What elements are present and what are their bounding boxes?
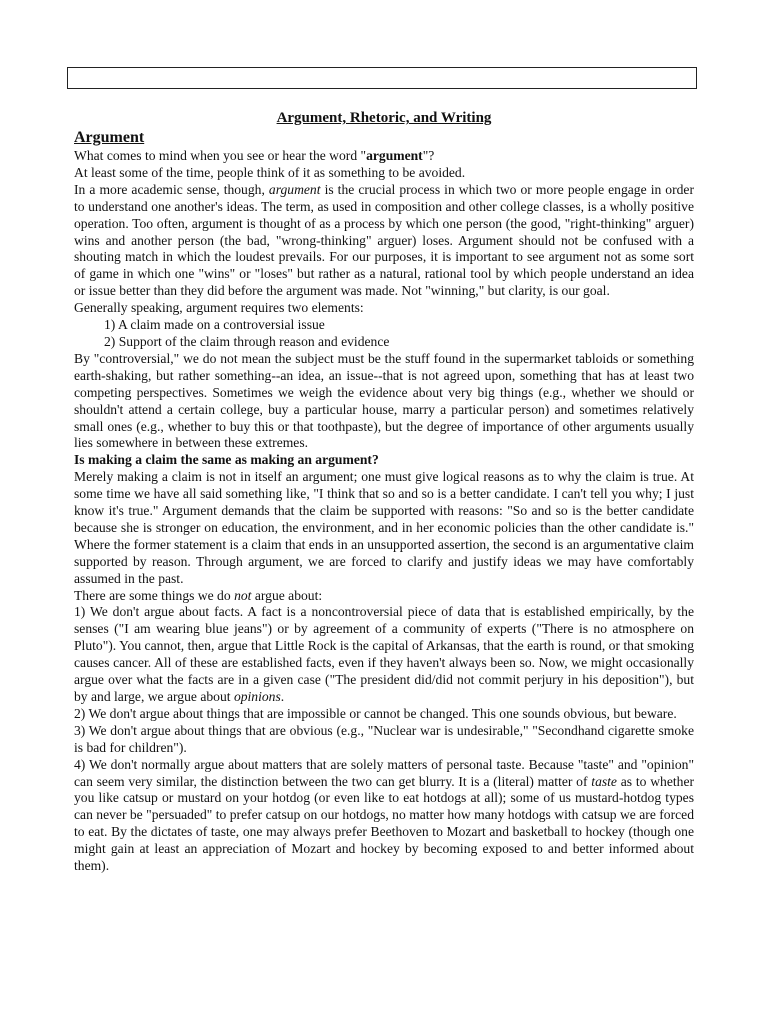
claim-paragraph: Merely making a claim is not in itself an argument; one must give logical reasons as to why the claim is true. At some time we have all said something like, "I think that so and so is a better candidate. I can't tell you why; I just know it's true." Argument demands that the claim be supported with reasons: "So and so is the better candidate because she is stronger on education, the environment, and in her economic policies than the other candidate is." Where the former statement is a claim that ends in an unsupported assertion, the second is an argumentative claim supported by reason. Through argument, we are forced to clarify and justify ideas we may have comfortably assumed in the past. (74, 469, 694, 586)
element-item-1: 1) A claim made on a controversial issue (104, 317, 325, 333)
academic-paragraph: In a more academic sense, though, argument is the crucial process in which two or more people engage in order to understand one another's ideas. The term, as used in composition and other college classes, is a wholly positive operation. Too often, argument is thought of as a process by which one person (the good, "right-thinking" arguer) wins and another person (the bad, "wrong-thinking" arguer) loses. Argument should not be confused with a shouting match in which the loudest prevails. For our purposes, it is important to see argument not as some sort of game in which one "wins" or "loses" but rather as a natural, rational tool by which people understand an idea or issue better than they did before the argument was made. Not "winning," but clarity, is our goal. (74, 181, 694, 299)
intro-answer: At least some of the time, people think of it as something to be avoided. (74, 164, 466, 180)
document-body (74, 128, 694, 875)
point-3-obvious: 3) We don't argue about things that are obvious (e.g., "Nuclear war is undesirable," "Secondhand cigarette smoke is bad for children"). (74, 722, 694, 755)
not-argue-intro: There are some things we do not argue about: (74, 587, 323, 603)
header-box (67, 67, 697, 89)
point-2-impossible: 2) We don't argue about things that are impossible or cannot be changed. This one sounds obvious, but beware. (74, 705, 677, 721)
claim-subheading: Is making a claim the same as making an argument? (74, 452, 379, 468)
point-4-taste: 4) We don't normally argue about matters that are solely matters of personal taste. Because "taste" and "opinion" can seem very similar, the distinction between the two can get blurry. It is a (literal) matter of taste as to whether you like catsup or mustard on your hotdog (or even like to eat hotdogs at all); some of us mustard-hotdog types can never be "persuaded" to prefer catsup on our hotdogs, no matter how many hotdogs with catsup we are forced to eat. By the dictates of taste, one may always prefer Beethoven to Mozart and basketball to hockey (though one might gain at least an appreciation of Mozart and hockey by becoming exposed to and better informed about them). (74, 756, 695, 874)
section-heading: Argument (74, 129, 145, 146)
intro-question: What comes to mind when you see or hear the word "argument"? (74, 148, 435, 163)
controversial-paragraph: By "controversial," we do not mean the subject must be the stuff found in the supermarket tabloids or something earth-shaking, but rather something--an idea, an issue--that is not agreed upon, something that has at least two competing perspectives. Sometimes we weigh the evidence about very big things (e.g., whether we should or shouldn't attend a certain college, buy a particular house, marry a particular person) and sometimes relatively small ones (e.g., whether to buy this or that toothpaste), but the degree of importance of other arguments usually lies somewhere in between these extremes. (74, 350, 694, 451)
element-item-2: 2) Support of the claim through reason and evidence (104, 333, 390, 349)
point-1-facts: 1) We don't argue about facts. A fact is a noncontroversial piece of data that is established empirically, by the senses ("I am wearing blue jeans") or by agreement of a community of experts ("There is no atmosphere on Pluto"). You cannot, then, argue that Little Rock is the capital of Arkansas, that the earth is round, or that smoking causes cancer. All of these are established facts, even if they haven't always been so. Now, we might occasionally argue over what the facts are in a given case ("The president did/did not commit perjury in his deposition"), but by and large, we argue about opinions. (74, 604, 694, 704)
elements-intro: Generally speaking, argument requires two elements: (74, 300, 364, 316)
document-title: Argument, Rhetoric, and Writing (276, 110, 492, 126)
keyword-argument: argument (366, 148, 423, 163)
